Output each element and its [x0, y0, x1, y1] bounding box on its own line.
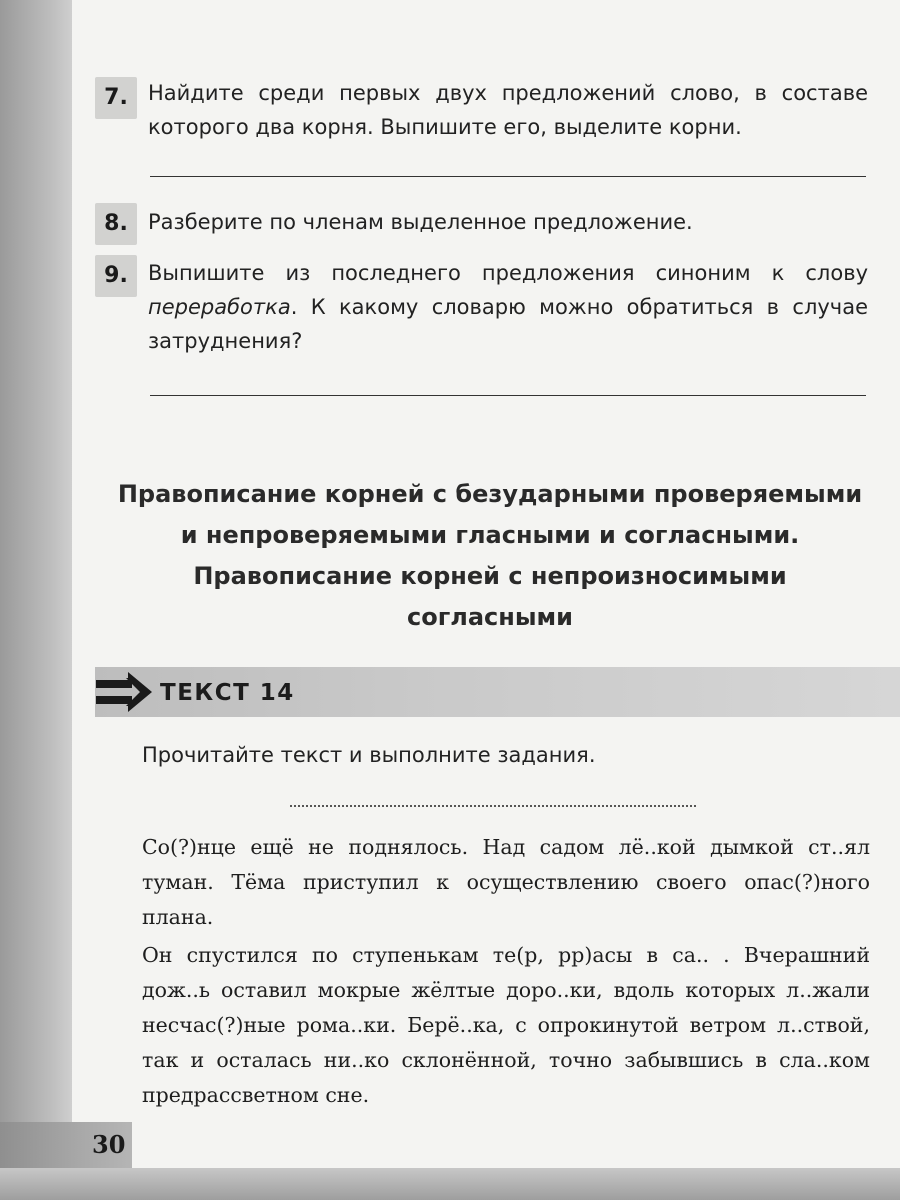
task-7-answer-line[interactable]: [150, 176, 866, 177]
task-9-number: 9.: [95, 255, 137, 297]
text-paragraph-2: Он спустился по ступенькам те(р, рр)асы в са.. . Вчерашний дож..ь оставил мокрые жёлтые доро..ки, вдоль которых л..жали несчас(?)ные рома..ки. Берё..ка, с опрокинутой ветром л..ствой, так и осталась ни..ко склонённой, точно забывшись в сла..ком предрассветном сне.: [142, 943, 870, 1107]
task-9-text: [148, 256, 868, 358]
section-title: Правописание корней с безударными проверяемыми и непроверяемыми гласными и согласными. Правописание корней с непроизносимыми согласными: [117, 480, 863, 631]
task-9-italic-word: переработка: [148, 295, 291, 319]
task-8-number: 8.: [95, 203, 137, 245]
task-7-text: Найдите среди первых двух предложений слово, в составе которого два корня. Выпишите его, выделите корни.: [148, 81, 868, 139]
task-9-text-before: Выпишите из последнего предложения синоним к слову: [148, 261, 868, 285]
task-8-text: Разберите по членам выделенное предложение.: [148, 210, 693, 234]
dotted-separator: [290, 805, 696, 807]
page-edge-bottom: [0, 1168, 900, 1200]
instruction: Прочитайте текст и выполните задания.: [142, 743, 596, 767]
page-number: 30: [92, 1130, 126, 1159]
task-9-text-after: . К какому словарю можно обратиться в случае затруднения?: [148, 295, 868, 353]
page-edge-left: [0, 0, 72, 1200]
task-9-answer-line[interactable]: [150, 395, 866, 396]
arrow-right-icon: [96, 672, 152, 712]
task-7-number: 7.: [95, 77, 137, 119]
text-paragraph-1: Со(?)нце ещё не поднялось. Над садом лё..кой дымкой ст..ял туман. Тёма приступил к осуществлению своего опас(?)ного плана.: [142, 835, 870, 929]
text-banner-label: ТЕКСТ 14: [160, 680, 295, 706]
